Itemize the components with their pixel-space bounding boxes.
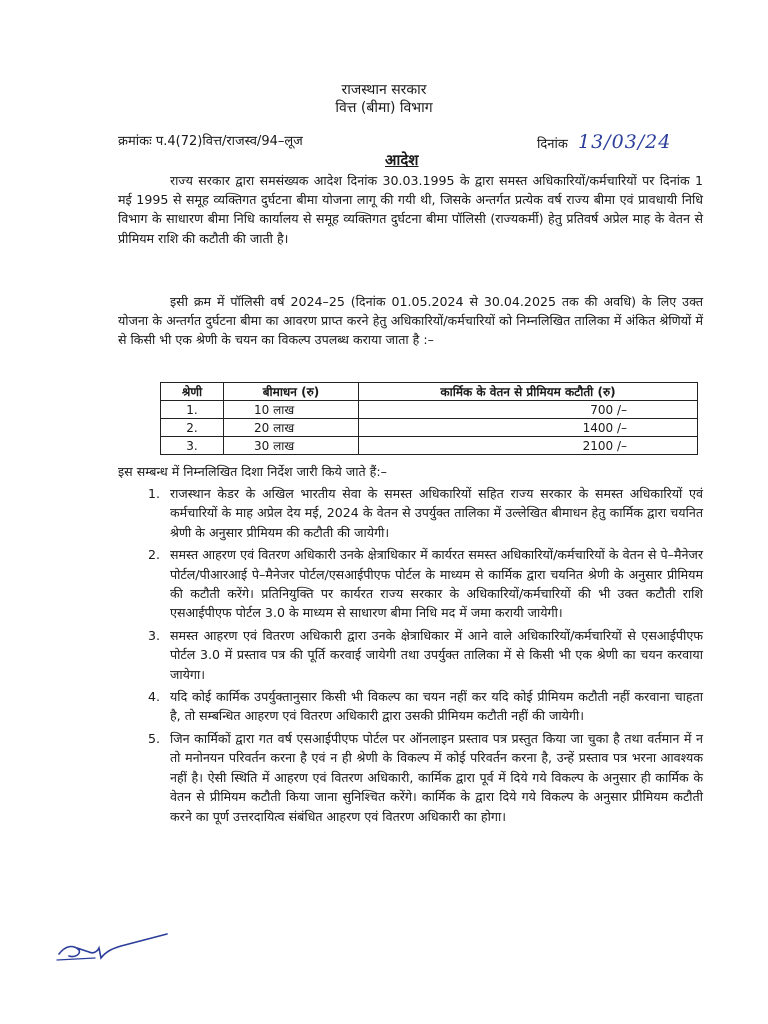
instructions-intro: इस सम्बन्ध में निम्नलिखित दिशा निर्देश जारी किये जाते हैं:– <box>118 464 387 479</box>
table-cell: 700 /– <box>359 401 698 419</box>
table-row <box>161 401 698 419</box>
header-premium: कार्मिक के वेतन से प्रीमियम कटौती (रु) <box>359 383 698 401</box>
signature-mark <box>55 930 175 970</box>
reference-line <box>118 131 303 149</box>
reference-label: क्रमांकः <box>118 134 152 149</box>
item-text: यदि कोई कार्मिक उपर्युक्तानुसार किसी भी विकल्प का चयन नहीं कर यदि कोई प्रीमियम कटौती नहीं करवाना चाहता है, तो सम्बन्धित आहरण एवं वितरण अधिकारी द्वारा उसकी प्रीमियम कटौती नहीं की जायेगी। <box>170 689 703 724</box>
header-department: वित्त (बीमा) विभाग <box>335 100 433 116</box>
item-text: समस्त आहरण एवं वितरण अधिकारी द्वारा उनके क्षेत्राधिकार में आने वाले अधिकारियों/कर्मचारियों से एसआईपीएफ पोर्टल 3.0 में प्रस्ताव पत्र की पूर्ति करवाई जायेगी तथा उपर्युक्त तालिका में से किसी भी एक श्रेणी का चयन करवाया जायेगा। <box>170 627 703 682</box>
item-text: जिन कार्मिकों द्वारा गत वर्ष एसआईपीएफ पोर्टल पर ऑनलाइन प्रस्ताव पत्र प्रस्तुत किया जा चुका है तथा वर्तमान में न तो मनोनयन परिवर्तन करना है एवं न ही श्रेणी के विकल्प में कोई परिवर्तन करना है, उन्हें प्रस्ताव पत्र भरना आवश्यक नहीं है। ऐसी स्थिति में आहरण एवं वितरण अधिकारी, कार्मिक द्वारा पूर्व में दिये गये विकल्प के अनुसार ही कार्मिक के वेतन से प्रीमियम कटौती किया जाना सुनिश्चित करेंगे। कार्मिक के द्वारा दिये गये विकल्प के अनुसार प्रीमियम कटौती करने का पूर्ण उत्तरदायित्व संबंधित आहरण एवं वितरण अधिकारी का होगा। <box>170 730 703 824</box>
item-text: राजस्थान केडर के अखिल भारतीय सेवा के समस्त अधिकारियों सहित राज्य सरकार के समस्त अधिकारियों एवं कर्मचारियों के माह अप्रेल देय मई, 2024 के वेतन से उपर्युक्त तालिका में उल्लेखित बीमाधन हेतु कार्मिक द्वारा चयनित श्रेणी के अनुसार प्रीमियम की कटौती की जायेगी। <box>170 486 703 540</box>
list-item <box>118 729 703 826</box>
list-item <box>118 545 703 623</box>
header-sum-assured: बीमाधन (रु) <box>224 383 359 401</box>
table-row <box>161 419 698 437</box>
item-text: समस्त आहरण एवं वितरण अधिकारी उनके क्षेत्राधिकार में कार्यरत समस्त अधिकारियों/कर्मचारियों के वेतन से पे–मैनेजर पोर्टल/पीआरआई पे–मैनेजर पोर्टल/एसआईपीएफ पोर्टल के माध्यम से कार्मिक द्वारा चयनित श्रेणी के अनुसार प्रीमियम की कटौती करेंगे। प्रतिनियुक्ति पर कार्यरत राज्य सरकार के अधिकारियों/कर्मचारियों की भी उक्त कटौती राशि एसआईपीएफ पोर्टल 3.0 के माध्यम से साधारण बीमा निधि मद में जमा करायी जायेगी। <box>170 547 703 621</box>
item-number: 3. <box>148 627 161 643</box>
date-label: दिनांक <box>537 137 568 152</box>
reference-number: प.4(72)वित्त/राजस्व/94–लूज <box>155 134 303 149</box>
table-cell: 2100 /– <box>359 437 698 455</box>
table-cell: 3. <box>161 437 224 455</box>
paragraph-1: राज्य सरकार द्वारा समसंख्यक आदेश दिनांक 30.03.1995 के द्वारा समस्त अधिकारियों/कर्मचारियों पर दिनांक 1 मई 1995 से समूह व्यक्तिगत दुर्घटना बीमा योजना लागू की गयी थी, जिसके अन्तर्गत प्रत्येक वर्ष राज्य बीमा एवं प्रावधायी निधि विभाग के साधारण बीमा निधि कार्यालय से समूह व्यक्तिगत दुर्घटना बीमा पॉलिसी (राज्यकर्मी) हेतु प्रतिवर्ष अप्रेल माह के वेतन से प्रीमियम राशि की कटौती की जाती है। <box>118 173 703 246</box>
handwritten-date: 13/03/24 <box>577 131 672 153</box>
premium-table <box>160 382 698 455</box>
paragraph-2: इसी क्रम में पॉलिसी वर्ष 2024–25 (दिनांक 01.05.2024 से 30.04.2025 तक की अवधि) के लिए उक्त योजना के अन्तर्गत दुर्घटना बीमा का आवरण प्राप्त करने हेतु अधिकारियों/कर्मचारियों को निम्नलिखित तालिका में अंकित श्रेणियों में से किसी भी एक श्रेणी के चयन का विकल्प उपलब्ध कराया जाता है :– <box>118 294 703 348</box>
table-cell: 10 लाख <box>224 401 359 419</box>
table-header-row <box>161 383 698 401</box>
table-cell: 30 लाख <box>224 437 359 455</box>
order-title: आदेश <box>385 151 419 169</box>
item-number: 5. <box>148 730 161 746</box>
list-item <box>118 687 703 726</box>
table-cell: 1. <box>161 401 224 419</box>
list-item <box>118 626 703 684</box>
instruction-list <box>118 484 703 829</box>
table-cell: 20 लाख <box>224 419 359 437</box>
header-government: राजस्थान सरकार <box>341 82 427 98</box>
item-number: 4. <box>148 689 161 705</box>
list-item <box>118 484 703 542</box>
table-row <box>161 437 698 455</box>
table-cell: 1400 /– <box>359 419 698 437</box>
header-category: श्रेणी <box>161 383 224 401</box>
item-number: 2. <box>148 547 161 563</box>
table-cell: 2. <box>161 419 224 437</box>
item-number: 1. <box>148 486 161 501</box>
date-line <box>537 131 671 153</box>
